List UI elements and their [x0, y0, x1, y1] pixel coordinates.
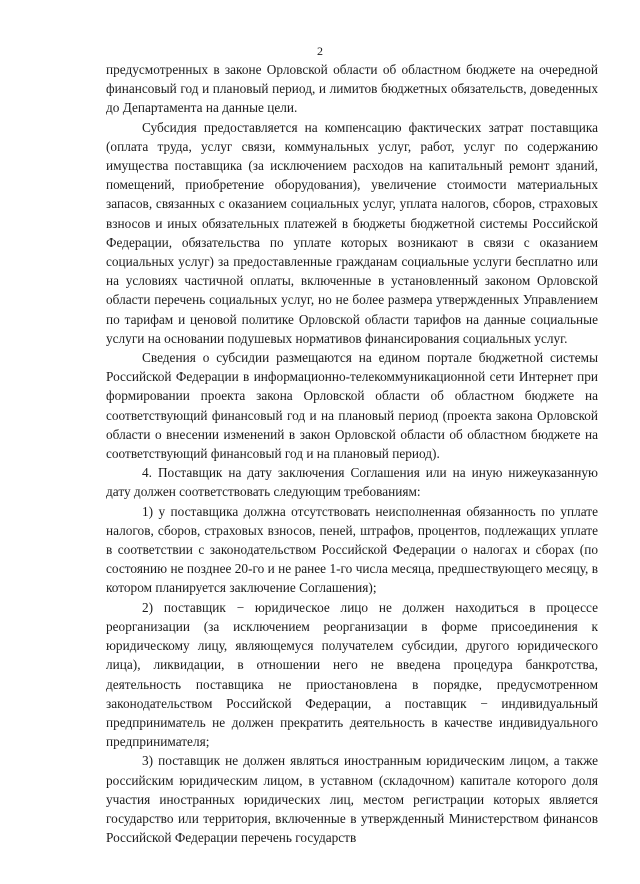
paragraph-subsidy-information: Сведения о субсидии размещаются на едином портале бюджетной системы Российской Федерации в информационно-телекоммуникационной сети Интернет при формировании проекта закона Орловской области об областном бюджете на соответствующий финансовый год и на плановый период (проекта закона Орловской области о внесении изменений в закон Орловской области об областном бюджете на соответствующий финансовый год и на плановый период).	[106, 350, 598, 462]
paragraph-budget-limits: предусмотренных в законе Орловской области об областном бюджете на очередной финансовый год и плановый период, и лимитов бюджетных обязательств, доведенных до Департамента на данные цели.	[106, 62, 598, 116]
document-body	[106, 60, 598, 847]
page-number: 2	[317, 44, 323, 58]
paragraph-supplier-requirements: 4. Поставщик на дату заключения Соглашения или на иную нижеуказанную дату должен соответствовать следующим требованиям:	[106, 465, 598, 500]
paragraph-requirement-1: 1) у поставщика должна отсутствовать неисполненная обязанность по уплате налогов, сборов, страховых взносов, пеней, штрафов, процентов, подлежащих уплате в соответствии с законодательством Российской Федерации о налогах и сборах (по состоянию не позднее 20-го и не ранее 1-го числа месяца, предшествующего месяцу, в котором планируется заключение Соглашения);	[106, 503, 598, 596]
paragraph-requirement-2: 2) поставщик − юридическое лицо не должен находиться в процессе реорганизации (за исключением реорганизации в форме присоединения к юридическому лицу, являющемуся получателем субсидии, другого юридического лица), ликвидации, в отношении него не введена процедура банкротства, деятельность поставщика не приостановлена в порядке, предусмотренном законодательством Российской Федерации, а поставщик − индивидуальный предприниматель не должен прекратить деятельность в качестве индивидуального предпринимателя;	[106, 599, 598, 750]
paragraph-requirement-3: 3) поставщик не должен являться иностранным юридическим лицом, а также российским юридическим лицом, в уставном (складочном) капитале которого доля участия иностранных юридических лиц, местом регистрации которых является государство или территория, включенные в утвержденный Министерством финансов Российской Федерации перечень государств	[106, 753, 598, 846]
paragraph-subsidy-compensation: Субсидия предоставляется на компенсацию фактических затрат поставщика (оплата труда, услуг связи, коммунальных услуг, работ, услуг по содержанию имущества поставщика (за исключением расходов на капитальный ремонт зданий, помещений, приобретение оборудования), увеличение стоимости материальных запасов, связанных с оказанием социальных услуг, уплата налогов, сборов, страховых взносов и иных обязательных платежей в бюджеты бюджетной системы Российской Федерации, обязательства по уплате которых возникают в связи с оказанием социальных услуг) за предоставленные гражданам социальные услуги бесплатно или на условиях частичной оплаты, включенные в установленный законом Орловской области перечень социальных услуг, но не более размера утвержденных Управлением по тарифам и ценовой политике Орловской области тарифов на данные социальные услуги на основании подушевых нормативов финансирования социальных услуг.	[106, 119, 598, 346]
